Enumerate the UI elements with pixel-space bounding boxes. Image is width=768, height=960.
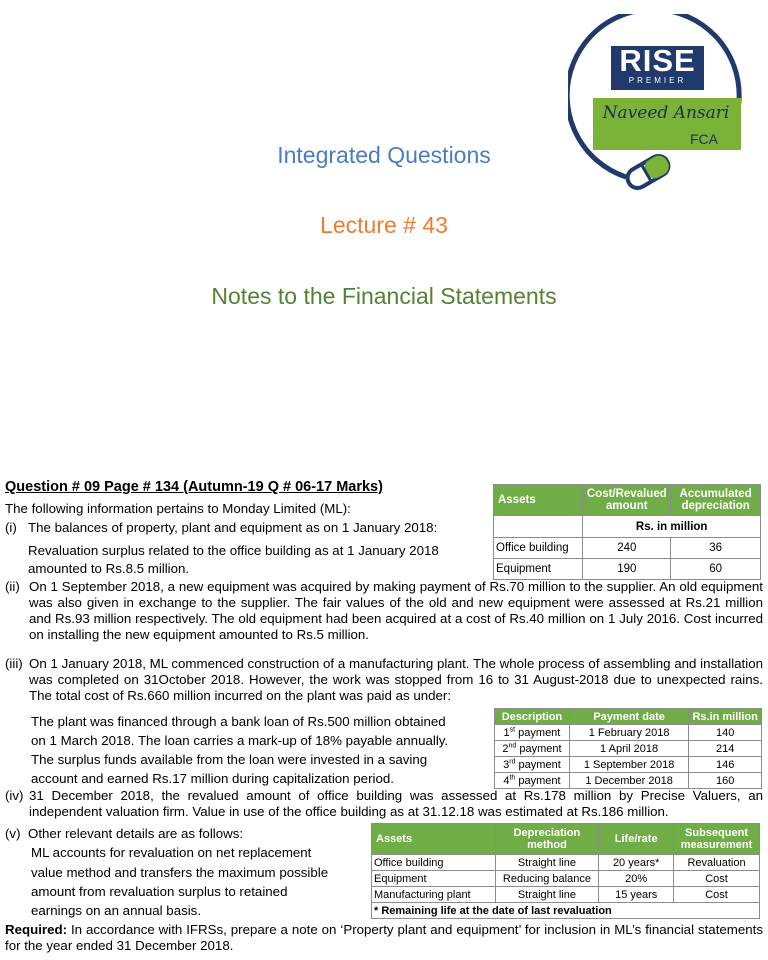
table-row bbox=[372, 887, 760, 903]
ordinal-suffix: th bbox=[509, 773, 516, 781]
table-cell: 20% bbox=[599, 871, 674, 887]
item-i-line2: Revaluation surplus related to the office building as at 1 January 2018 bbox=[28, 543, 439, 558]
table-cell: 15 years bbox=[599, 887, 674, 903]
ordinal-suffix: rd bbox=[509, 757, 516, 765]
table-row bbox=[495, 725, 762, 741]
table-header-cell: Assets bbox=[494, 485, 583, 516]
question-heading: Question # 09 Page # 134 (Autumn-19 Q # 06-17 Marks) bbox=[5, 479, 383, 495]
table-cell bbox=[495, 741, 570, 757]
table-cell: Reducing balance bbox=[495, 871, 599, 887]
table-row bbox=[494, 516, 761, 538]
table-header-cell: Payment date bbox=[569, 709, 688, 725]
table-header-cell: Description bbox=[495, 709, 570, 725]
item-v-line3: amount from revaluation surplus to retained bbox=[31, 884, 288, 899]
table-header-cell: Accumulated depreciation bbox=[671, 485, 761, 516]
table-row bbox=[495, 757, 762, 773]
table-header-cell: Depreciation method bbox=[495, 824, 599, 855]
table-cell: Revaluation bbox=[674, 855, 760, 871]
payment-word: payment bbox=[515, 726, 561, 739]
item-v-marker: (v) bbox=[5, 826, 21, 841]
item-i-line1: The balances of property, plant and equipment as on 1 January 2018: bbox=[28, 520, 438, 535]
table-cell: Straight line bbox=[495, 887, 599, 903]
table-header-row bbox=[372, 824, 760, 855]
item-v-line2: value method and transfers the maximum possible bbox=[31, 865, 329, 880]
item-v-line0: Other relevant details are as follows: bbox=[28, 826, 244, 841]
item-i-marker: (i) bbox=[5, 520, 17, 535]
table-cell: 1 December 2018 bbox=[569, 773, 688, 789]
table-cell: Manufacturing plant bbox=[372, 887, 496, 903]
payment-word: payment bbox=[515, 758, 561, 771]
table-cell: 240 bbox=[583, 538, 671, 559]
table-row bbox=[494, 538, 761, 559]
main-title: Integrated Questions bbox=[277, 142, 491, 168]
table-cell: 20 years* bbox=[599, 855, 674, 871]
required-paragraph bbox=[5, 922, 763, 954]
item-i-line3: amounted to Rs.8.5 million. bbox=[28, 561, 190, 576]
item-iii-line2: on 1 March 2018. The loan carries a mark-up of 18% payable annually. bbox=[31, 733, 449, 748]
table-header-row bbox=[494, 485, 761, 516]
table-row bbox=[372, 855, 760, 871]
table-row bbox=[372, 871, 760, 887]
item-iii-text: On 1 January 2018, ML commenced construction of a manufacturing plant. The whole process of assembling and installation was completed on 31October 2018. However, the work was stopped from 16 to 31 August-2018 due to unexpected rains. The total cost of Rs.660 million incurred on the plant was paid as under: bbox=[29, 656, 763, 703]
table-cell: Office building bbox=[372, 855, 496, 871]
table-cell: 60 bbox=[671, 559, 761, 580]
item-iii-marker: (iii) bbox=[5, 656, 23, 671]
unit-cell: Rs. in million bbox=[583, 516, 761, 538]
table-header-cell: Life/rate bbox=[599, 824, 674, 855]
table-row bbox=[372, 903, 760, 919]
required-label: Required: bbox=[5, 922, 68, 937]
table-cell: Cost bbox=[674, 871, 760, 887]
item-iii-line1: The plant was financed through a bank loan of Rs.500 million obtained bbox=[31, 714, 446, 729]
table-cell bbox=[495, 773, 570, 789]
table-cell: Cost bbox=[674, 887, 760, 903]
depreciation-policy-table bbox=[371, 823, 760, 919]
table-cell bbox=[495, 725, 570, 741]
item-iii-line4: account and earned Rs.17 million during capitalization period. bbox=[31, 771, 394, 786]
table-footnote: * Remaining life at the date of last revaluation bbox=[372, 903, 760, 919]
required-text: In accordance with IFRSs, prepare a note on ‘Property plant and equipment’ for inclusion in ML’s financial statements for the year ended 31 December 2018. bbox=[5, 922, 763, 953]
logo-suffix: FCA bbox=[690, 131, 718, 147]
table-cell: Straight line bbox=[495, 855, 599, 871]
table-cell bbox=[494, 516, 583, 538]
table-cell: 140 bbox=[689, 725, 762, 741]
payment-word: payment bbox=[515, 774, 561, 787]
logo-name: Naveed Ansari bbox=[602, 103, 730, 123]
table-cell: Equipment bbox=[494, 559, 583, 580]
ordinal: 4 bbox=[503, 774, 510, 787]
table-cell: 214 bbox=[689, 741, 762, 757]
table-cell: 190 bbox=[583, 559, 671, 580]
table-header-cell: Cost/Revalued amount bbox=[583, 485, 671, 516]
ordinal-suffix: st bbox=[509, 725, 516, 733]
table-header-cell: Rs.in million bbox=[689, 709, 762, 725]
table-cell: 146 bbox=[689, 757, 762, 773]
table-row bbox=[495, 741, 762, 757]
item-v-line4: earnings on an annual basis. bbox=[31, 903, 202, 918]
table-cell: 1 February 2018 bbox=[569, 725, 688, 741]
table-cell: 1 September 2018 bbox=[569, 757, 688, 773]
ppe-balance-table bbox=[493, 484, 761, 580]
item-ii-text: On 1 September 2018, a new equipment was acquired by making payment of Rs.70 million to the supplier. An old equipment was also given in exchange to the supplier. The fair values of the old and new equipment were assessed at Rs.21 million and Rs.93 million respectively. The old equipment had been acquired at a cost of Rs.40 million on 1 July 2016. Cost incurred on installing the new equipment amounted to Rs.5 million. bbox=[29, 579, 763, 642]
item-iv-marker: (iv) bbox=[5, 788, 24, 803]
ordinal: 2 bbox=[502, 742, 509, 755]
table-row bbox=[495, 773, 762, 789]
table-cell: Equipment bbox=[372, 871, 496, 887]
logo-tagline: PREMIER bbox=[628, 76, 687, 85]
item-iii-line3: The surplus funds available from the loan were invested in a saving bbox=[31, 752, 428, 767]
ordinal: 3 bbox=[503, 758, 510, 771]
question-intro: The following information pertains to Monday Limited (ML): bbox=[5, 501, 351, 516]
table-cell: 160 bbox=[689, 773, 762, 789]
table-header-cell: Subsequent measurement bbox=[674, 824, 760, 855]
ordinal: 1 bbox=[503, 726, 510, 739]
plant-payments-table bbox=[494, 708, 762, 789]
table-header-row bbox=[495, 709, 762, 725]
item-v-line1: ML accounts for revaluation on net replacement bbox=[31, 845, 312, 860]
payment-word: payment bbox=[516, 742, 562, 755]
logo-brand: RISE bbox=[611, 46, 704, 90]
topic-title: Notes to the Financial Statements bbox=[211, 283, 557, 309]
table-cell bbox=[495, 757, 570, 773]
table-cell: 36 bbox=[671, 538, 761, 559]
table-cell: 1 April 2018 bbox=[569, 741, 688, 757]
ordinal-suffix: nd bbox=[508, 741, 517, 749]
table-row bbox=[494, 559, 761, 580]
item-iv-text: 31 December 2018, the revalued amount of office building was assessed at Rs.178 million by Precise Valuers, an independent valuation firm. Value in use of the office building as at 31.12.18 was estimated at Rs.186 million. bbox=[29, 788, 763, 819]
table-cell: Office building bbox=[494, 538, 583, 559]
lecture-title: Lecture # 43 bbox=[320, 212, 448, 238]
table-header-cell: Assets bbox=[372, 824, 496, 855]
item-ii-marker: (ii) bbox=[5, 579, 20, 594]
